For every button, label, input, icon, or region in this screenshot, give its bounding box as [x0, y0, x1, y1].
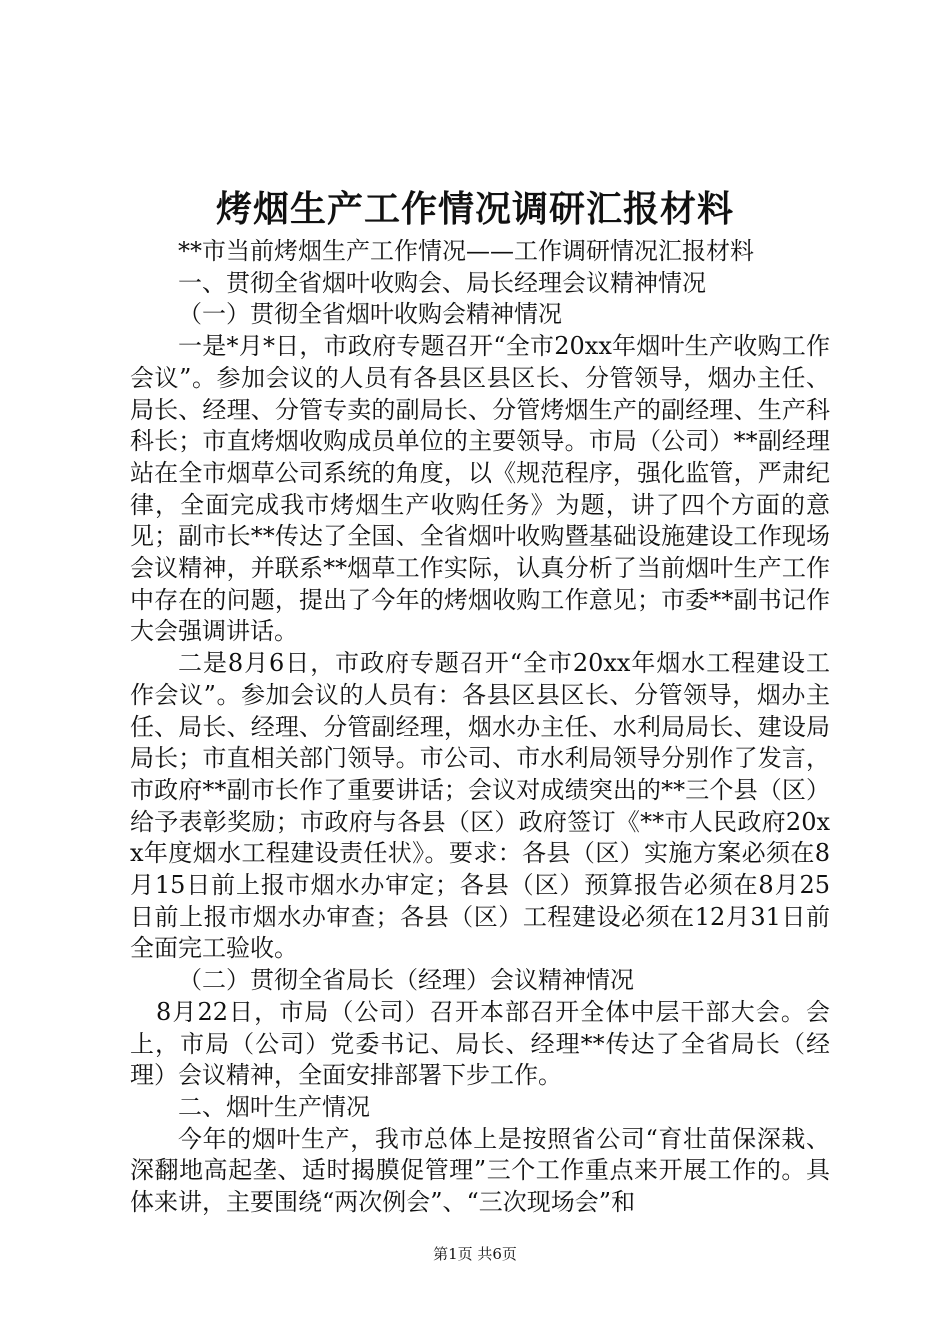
body-paragraph: 一是*月*日，市政府专题召开“全市20xx年烟叶生产收购工作会议”。参加会议的人员有各县区县区长、分管领导，烟办主任、局长、经理、分管专卖的副局长、分管烤烟生产的副经理、生产科科长；市直烤烟收购成员单位的主要领导。市局（公司）**副经理站在全市烟草公司系统的角度，以《规范程序，强化监管，严肃纪律，全面完成我市烤烟生产收购任务》为题，讲了四个方面的意见；副市长**传达了全国、全省烟叶收购暨基础设施建设工作现场会议精神，并联系**烟草工作实际，认真分析了当前烟叶生产工作中存在的问题，提出了今年的烤烟收购工作意见；市委**副书记作大会强调讲话。 [130, 332, 830, 646]
body-paragraph: 今年的烟叶生产，我市总体上是按照省公司“育壮苗保深栽、深翻地高起垄、适时揭膜促管理”三个工作重点来开展工作的。具体来讲，主要围绕“两次例会”、“三次现场会”和 [130, 1124, 830, 1217]
section-heading-2: 二、烟叶生产情况 [178, 1092, 370, 1121]
document-title: 烤烟生产工作情况调研汇报材料 [215, 188, 734, 230]
body-paragraph: 二是8月6日，市政府专题召开“全市20xx年烟水工程建设工作会议”。参加会议的人员有：各县区县区长、分管领导，烟办主任、局长、经理、分管副经理，烟水办主任、水利局局长、建设局局长；市直相关部门领导。市公司、市水利局领导分别作了发言，市政府**副市长作了重要讲话；会议对成绩突出的**三个县（区）给予表彰奖励；市政府与各县（区）政府签订《**市人民政府20xx年度烟水工程建设责任状》。要求：各县（区）实施方案必须在8月15日前上报市烟水办审定；各县（区）预算报告必须在8月25日前上报市烟水办审查；各县（区）工程建设必须在12月31日前全面完工验收。 [130, 649, 830, 963]
subsection-heading-2: （二）贯彻全省局长（经理）会议精神情况 [178, 966, 634, 995]
section-heading-1: 一、贯彻全省烟叶收购会、局长经理会议精神情况 [178, 268, 706, 297]
document-body [130, 236, 830, 1219]
body-paragraph: 8月22日，市局（公司）召开本部召开全体中层干部大会。会上，市局（公司）党委书记、局长、经理**传达了全省局长（经理）会议精神，全面安排部署下步工作。 [130, 997, 830, 1090]
subsection-heading-1: （一）贯彻全省烟叶收购会精神情况 [178, 300, 562, 329]
subtitle-paragraph: **市当前烤烟生产工作情况——工作调研情况汇报材料 [178, 237, 754, 265]
page-number-footer: 第1页 共6页 [433, 1245, 517, 1263]
